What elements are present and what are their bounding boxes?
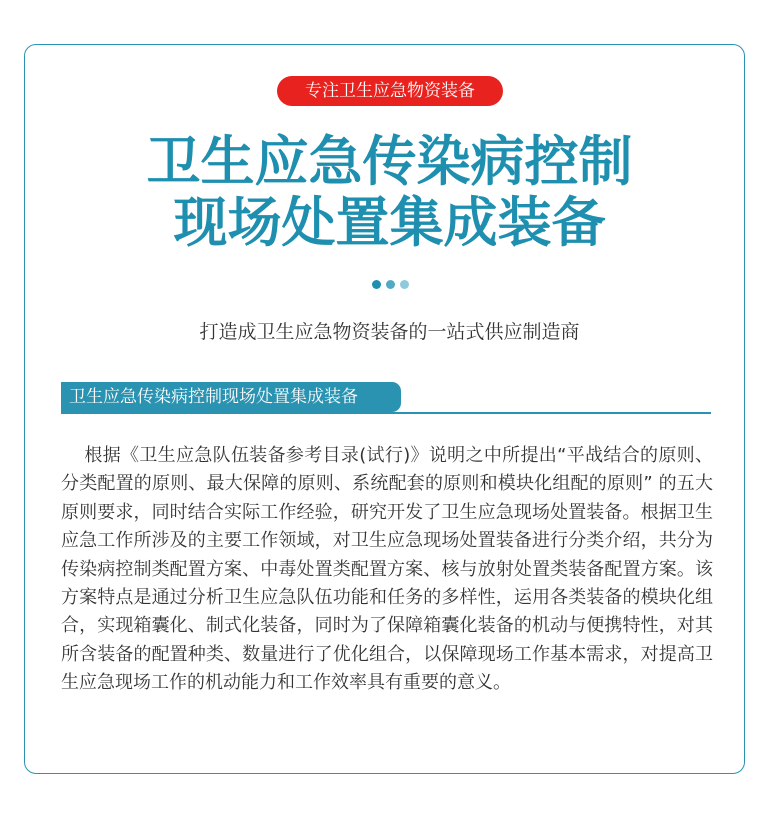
dot-1 [372, 280, 381, 289]
page-title-line-1: 卫生应急传染病控制 [146, 130, 633, 193]
dot-2 [386, 280, 395, 289]
section-heading: 卫生应急传染病控制现场处置集成装备 [61, 382, 401, 412]
dot-3 [400, 280, 409, 289]
page-title-line-2: 现场处置集成装备 [173, 191, 606, 254]
section-divider [61, 412, 711, 414]
subtitle: 打造成卫生应急物资装备的一站式供应制造商 [199, 321, 580, 343]
tag-badge: 专注卫生应急物资装备 [277, 76, 503, 106]
section-body-text: 根据《卫生应急队伍装备参考目录(试行)》说明之中所提出“平战结合的原则、分类配置的原则、最大保障的原则、系统配套的原则和模块化组配的原则” 的五大原则要求，同时结合实际工作经验，研究开发了卫生应急现场处置装备。根据卫生应急工作所涉及的主要工作领域，对卫生应急现场处置装备进行分类介绍，共分为传染病控制类配置方案、中毒处置类配置方案、核与放射处置类装备配置方案。该方案特点是通过分析卫生应急队伍功能和任务的多样性，运用各类装备的模块化组合，实现箱囊化、制式化装备，同时为了保障箱囊化装备的机动与便携特性，对其所含装备的配置种类、数量进行了优化组合，以保障现场工作基本需求，对提高卫生应急现场工作的机动能力和工作效率具有重要的意义。 [61, 445, 713, 694]
